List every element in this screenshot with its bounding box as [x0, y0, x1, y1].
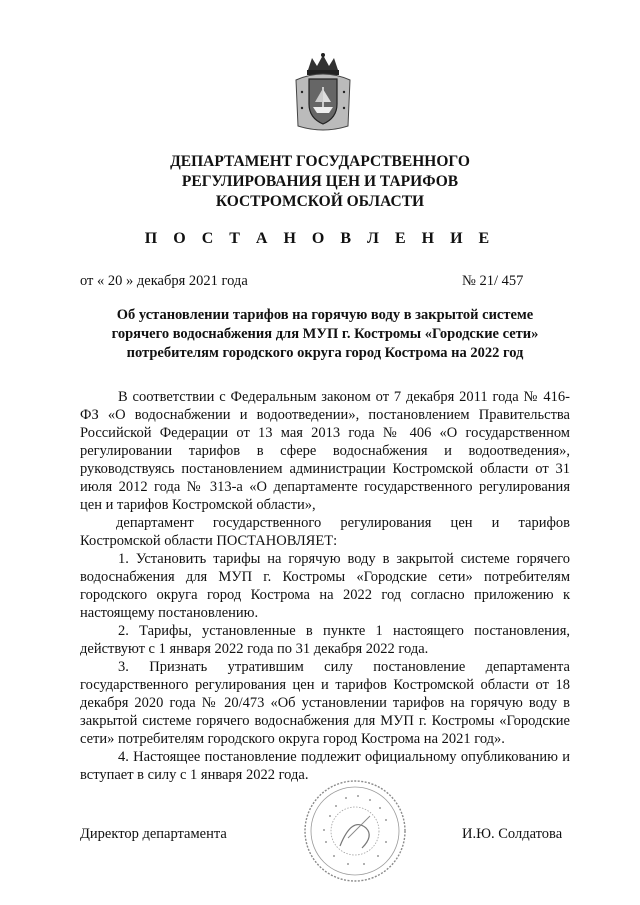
preamble-paragraph: В соответствии с Федеральным законом от 7 декабря 2011 года № 416-ФЗ «О водоснабжении и водоотведении», постановлением Правительства Российской Федерации от 13 мая 2013 года № 406 «О государственном регулировании тарифов в сфере водоснабжения и водоотведения», руководствуясь постановлением администрации Костромской области от 31 июля 2012 года № 313-а «О департаменте государственного регулирования цен и тарифов Костромской области», — [80, 389, 570, 513]
signatory-role: Директор департамента — [80, 826, 227, 842]
coat-of-arms-icon — [292, 52, 354, 134]
clause-2-paragraph: 2. Тарифы, установленные в пункте 1 настоящего постановления, действуют с 1 января 2022 года по 31 декабря 2022 года. — [80, 623, 570, 657]
department-name-line-2: РЕГУЛИРОВАНИЯ ЦЕН И ТАРИФОВ — [181, 173, 459, 190]
clause-3-paragraph: 3. Признать утратившим силу постановление департамента государственного регулирования цен и тарифов Костромской области от 18 декабря 2020 года № 20/473 «Об установлении тарифов на горячую воду в закрытой системе горячего водоснабжения для МУП г. Костромы «Городские сети» потребителям городского округа город Кострома на 2021 год». — [80, 659, 570, 747]
department-name-line-3: КОСТРОМСКОЙ ОБЛАСТИ — [215, 193, 425, 210]
subject-line-1: Об установлении тарифов на горячую воду в закрытой системе — [116, 307, 534, 323]
signatory-name: И.Ю. Солдатова — [462, 826, 563, 842]
document-date: от « 20 » декабря 2021 года — [80, 273, 248, 289]
official-stamp-icon — [300, 776, 410, 886]
department-name-line-1: ДЕПАРТАМЕНТ ГОСУДАРСТВЕННОГО — [170, 153, 470, 170]
document-number: № 21/ 457 — [462, 273, 524, 289]
resolution-paragraph: департамент государственного регулирования цен и тарифов Костромской области ПОСТАНОВЛЯЕТ: — [80, 515, 570, 549]
subject-line-2: горячего водоснабжения для МУП г. Костромы «Городские сети» — [111, 326, 539, 342]
document-type-title: П О С Т А Н О В Л Е Н И Е — [144, 230, 496, 247]
document-body — [80, 388, 570, 784]
clause-1-paragraph: 1. Установить тарифы на горячую воду в закрытой системе горячего водоснабжения для МУП г. Костромы «Городские сети» потребителям городского округа город Кострома на 2022 год согласно приложению к настоящему постановлению. — [80, 551, 570, 621]
clause-4-paragraph: 4. Настоящее постановление подлежит официальному опубликованию и вступает в силу с 1 января 2022 года. — [80, 749, 570, 783]
subject-line-3: потребителям городского округа город Кострома на 2022 год — [126, 345, 524, 361]
